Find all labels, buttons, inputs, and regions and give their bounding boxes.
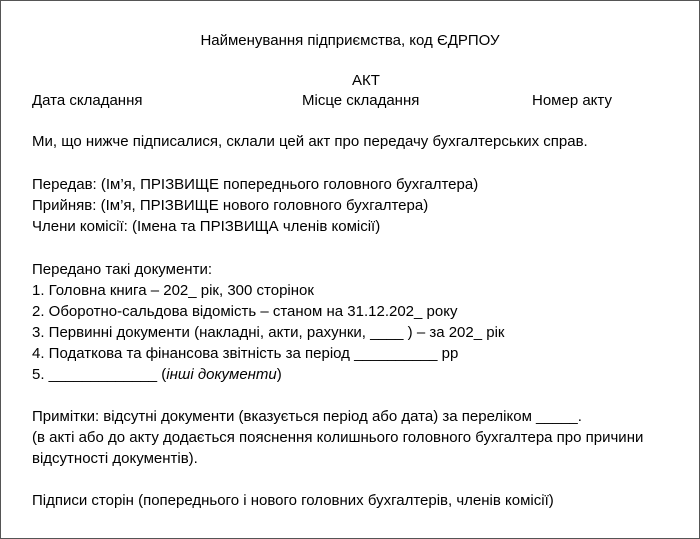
number-label: Номер акту	[532, 92, 612, 109]
transferred-by: Передав: (Ім’я, ПРІЗВИЩЕ попереднього головного бухгалтера)	[32, 176, 479, 193]
notes-line-2: (в акті або до акту додається пояснення колишнього головного бухгалтера про причини	[32, 429, 644, 446]
item5-italic: інші документи	[166, 366, 277, 383]
commission-members: Члени комісії: (Імена та ПРІЗВИЩА членів комісії)	[32, 218, 381, 235]
notes-line-3: відсутності документів).	[32, 450, 198, 467]
intro-text: Ми, що нижче підписалися, склали цей акт про передачу бухгалтерських справ.	[32, 133, 588, 150]
list-item: 1. Головна книга – 202_ рік, 300 сторінок	[32, 282, 314, 299]
item5-prefix: 5. _____________ (	[32, 366, 167, 383]
date-label: Дата складання	[32, 92, 143, 109]
item5-suffix: )	[276, 366, 282, 383]
list-item: 3. Первинні документи (накладні, акти, рахунки, ____ ) – за 202_ рік	[32, 324, 505, 341]
act-title: АКТ	[352, 72, 380, 89]
notes-line-1: Примітки: відсутні документи (вказується період або дата) за переліком _____.	[32, 408, 582, 425]
signatures-line: Підписи сторін (попереднього і нового головних бухгалтерів, членів комісії)	[32, 492, 554, 509]
list-item	[32, 365, 282, 385]
documents-heading: Передано такі документи:	[32, 261, 212, 278]
accepted-by: Прийняв: (Ім’я, ПРІЗВИЩЕ нового головного бухгалтера)	[32, 197, 429, 214]
list-item: 2. Оборотно-сальдова відомість – станом на 31.12.202_ року	[32, 303, 458, 320]
place-label: Місце складання	[302, 92, 420, 109]
org-line: Найменування підприємства, код ЄДРПОУ	[200, 32, 500, 49]
list-item: 4. Податкова та фінансова звітність за період __________ рр	[32, 345, 459, 362]
